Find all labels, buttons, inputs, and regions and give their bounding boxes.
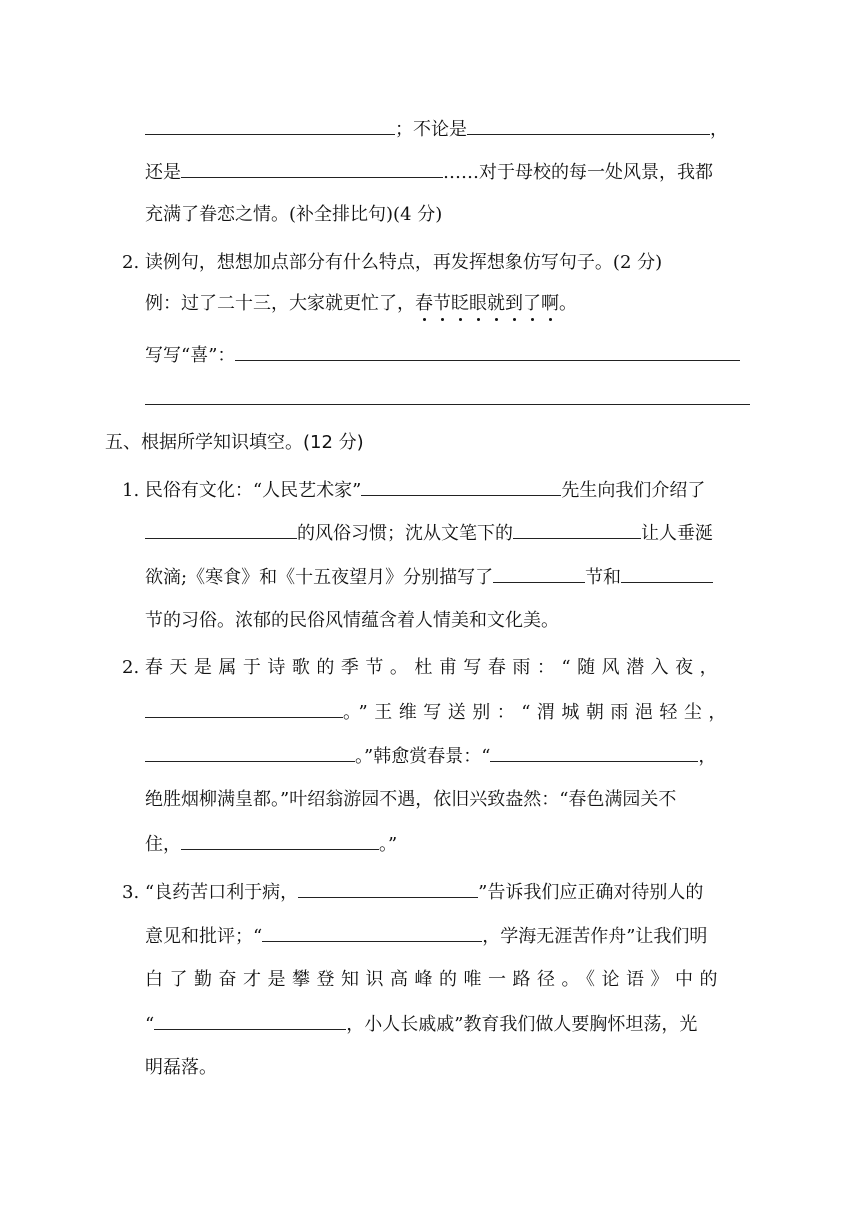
q2-line-1 <box>122 656 724 680</box>
heading-text: 五、根据所学知识填空。 <box>105 432 303 453</box>
text: ；不论是 <box>395 119 467 140</box>
emphasis-dot <box>477 318 480 321</box>
emphasis-char: 就 <box>487 293 505 314</box>
answer-blank[interactable] <box>145 117 395 135</box>
emphasis-char: 节 <box>433 293 451 314</box>
section-heading <box>105 431 364 455</box>
answer-blank[interactable] <box>467 117 710 135</box>
answer-blank[interactable] <box>490 744 698 762</box>
answer-blank[interactable] <box>181 832 379 850</box>
q3-line-3 <box>145 968 724 992</box>
text: ”告诉我们应正确对待别人的 <box>478 882 704 903</box>
write-line <box>145 343 740 368</box>
emphasis-char: 到 <box>505 293 523 314</box>
text: ， <box>710 119 728 140</box>
question-text: 读例句，想想加点部分有什么特点，再发挥想象仿写句子。(2 分) <box>144 252 663 273</box>
answer-blank[interactable] <box>361 478 561 496</box>
emphasis-char: 啊 <box>541 293 559 314</box>
sentence-line-3: 充满了眷恋之情。(补全排比句)(4 分) <box>145 204 443 225</box>
answer-blank[interactable] <box>298 880 478 898</box>
emphasis-dot <box>531 318 534 321</box>
text: 还是 <box>145 162 181 183</box>
example-dotted-part <box>415 293 559 314</box>
q3-line-4 <box>145 1012 697 1037</box>
example-sentence <box>145 292 577 316</box>
text: “良药苦口利于病， <box>144 882 299 903</box>
emphasis-char: 了 <box>523 293 541 314</box>
question-number: 1. <box>122 480 140 501</box>
q1-line-2 <box>145 521 713 546</box>
emphasis-dot <box>495 318 498 321</box>
text: 住， <box>145 834 181 855</box>
emphasis-char: 春 <box>415 293 433 314</box>
text: 。”王维写送别：“渭城朝雨浥轻尘， <box>343 702 733 723</box>
text: 。 <box>559 293 577 314</box>
question-number: 3. <box>122 882 140 903</box>
text: 欲滴;《寒食》和《十五夜望月》分别描写了 <box>145 567 494 588</box>
text: 先生向我们介绍了 <box>561 480 706 501</box>
answer-blank[interactable] <box>154 1012 346 1030</box>
answer-blank[interactable] <box>513 521 641 539</box>
emphasis-dot <box>549 318 552 321</box>
q1-line-1 <box>122 478 705 503</box>
sentence-line-1 <box>145 117 728 142</box>
text: 的风俗习惯；沈从文笔下的 <box>297 523 513 544</box>
text: 春天是属于诗歌的季节。杜甫写春雨：“随风潜入夜， <box>144 657 725 678</box>
write-prompt: 写写“喜”： <box>145 345 236 366</box>
text: 民俗有文化：“人民艺术家” <box>144 480 362 501</box>
answer-blank[interactable] <box>235 343 740 361</box>
emphasis-dot <box>441 318 444 321</box>
emphasis-char: 眼 <box>469 293 487 314</box>
answer-blank[interactable] <box>145 387 750 405</box>
text: ，小人长戚戚”教育我们做人要胸怀坦荡，光 <box>346 1014 698 1035</box>
answer-blank[interactable] <box>145 744 355 762</box>
emphasis-dot <box>423 318 426 321</box>
text: 。”韩愈赏春景：“ <box>355 746 491 767</box>
text: ， <box>698 746 717 767</box>
example-text: 过了二十三，大家就更忙了， <box>181 293 415 314</box>
text: 。” <box>379 834 398 855</box>
emphasis-char: 眨 <box>451 293 469 314</box>
text: “ <box>145 1014 155 1035</box>
answer-blank[interactable] <box>262 924 482 942</box>
answer-blank[interactable] <box>621 565 713 583</box>
text: 节和 <box>585 567 622 588</box>
emphasis-dot <box>513 318 516 321</box>
q1-line-3 <box>145 565 713 590</box>
emphasis-dot <box>459 318 462 321</box>
q3-line-1 <box>122 880 703 905</box>
text: 意见和批评；“ <box>145 926 263 947</box>
answer-blank[interactable] <box>493 565 585 583</box>
question-number: 2. <box>122 252 140 273</box>
answer-blank[interactable] <box>145 521 297 539</box>
q2-line-3 <box>145 744 716 769</box>
q3-line-2 <box>145 924 707 949</box>
sentence-line-2 <box>145 160 713 185</box>
text: 白了勤奋才是攀登知识高峰的唯一路径。《论语》中的 <box>145 969 724 990</box>
text: ，学海无涯苦作舟”让我们明 <box>482 926 708 947</box>
q2-line-2 <box>145 700 733 725</box>
q3-line-5: 明磊落。 <box>145 1057 217 1078</box>
text: 让人垂涎 <box>641 523 713 544</box>
write-line-2 <box>145 387 750 412</box>
q2-line-5 <box>145 832 397 857</box>
question-2 <box>122 251 662 275</box>
text: ……对于母校的每一处风景，我都 <box>443 162 713 183</box>
answer-blank[interactable] <box>145 700 343 718</box>
q2-line-4: 绝胜烟柳满皇都。”叶绍翁游园不遇，依旧兴致盎然：“春色满园关不 <box>145 789 677 810</box>
score: (12 分) <box>303 432 364 453</box>
q1-line-4: 节的习俗。浓郁的民俗风情蕴含着人情美和文化美。 <box>145 610 559 631</box>
answer-blank[interactable] <box>181 160 443 178</box>
question-number: 2. <box>122 657 140 678</box>
example-label: 例： <box>145 293 181 314</box>
